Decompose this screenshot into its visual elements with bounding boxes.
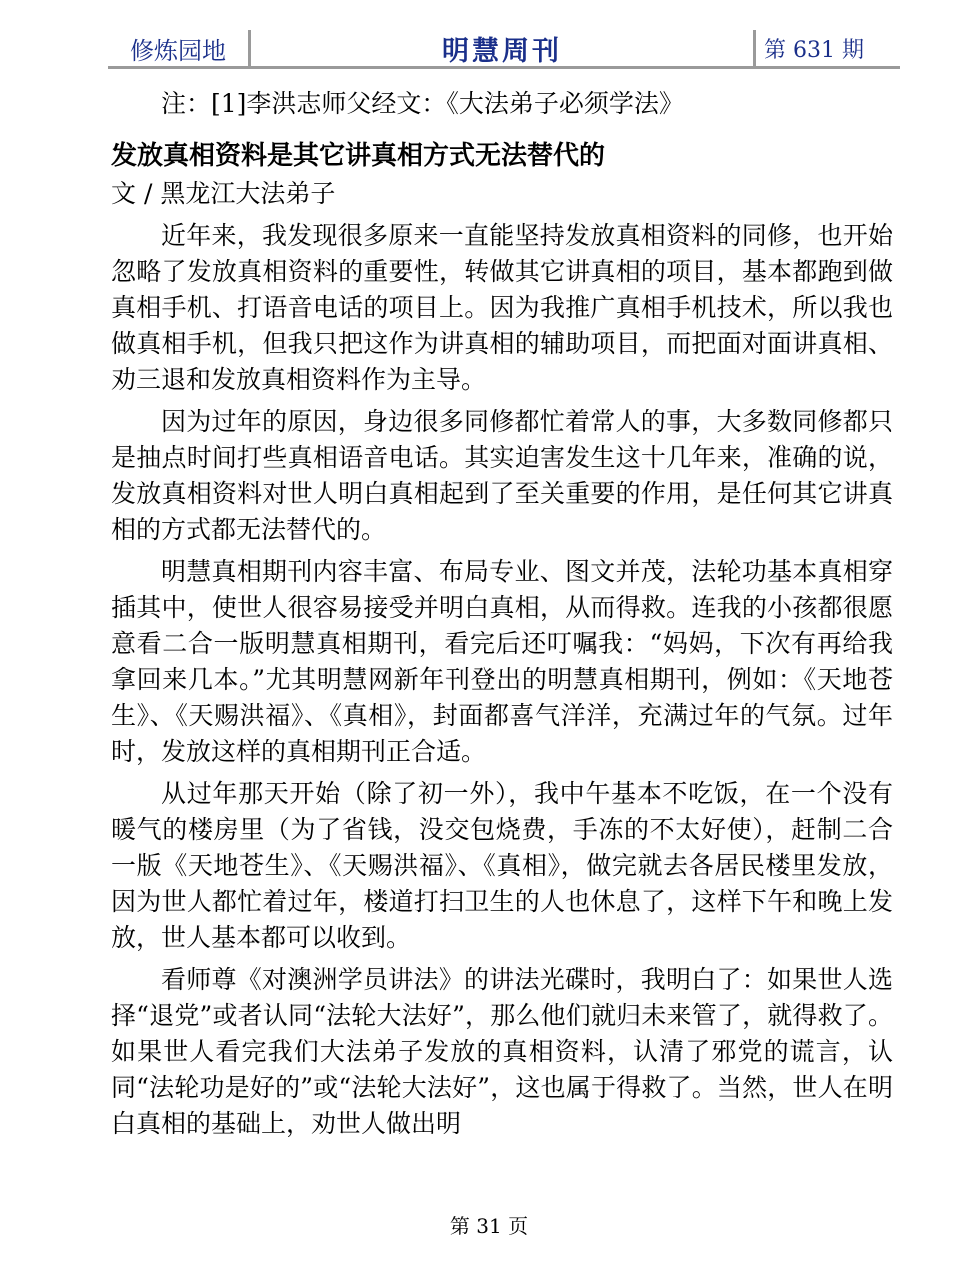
issue-number: 第 631 期 xyxy=(753,30,900,66)
paragraph-1: 近年来，我发现很多原来一直能坚持发放真相资料的同修，也开始忽略了发放真相资料的重要性，转做其它讲真相的项目，基本都跑到做真相手机、打语音电话的项目上。因为我推广真相手机技术，所以我也做真相手机，但我只把这作为讲真相的辅助项目，而把面对面讲真相、劝三退和发放真相资料作为主导。 xyxy=(111,221,893,394)
page-content xyxy=(111,84,893,1142)
article-author: 文 / 黑龙江大法弟子 xyxy=(111,179,336,208)
section-name: 修炼园地 xyxy=(108,30,251,66)
paragraph-3: 明慧真相期刊内容丰富、布局专业、图文并茂，法轮功基本真相穿插其中，使世人很容易接受并明白真相，从而得救。连我的小孩都很愿意看二合一版明慧真相期刊，看完后还叮嘱我：“妈妈，下次有再给我拿回来几本。”尤其明慧网新年刊登出的明慧真相期刊，例如：《天地苍生》、《天赐洪福》、《真相》，封面都喜气洋洋，充满过年的气氛。过年时，发放这样的真相期刊正合适。 xyxy=(111,557,893,766)
header-divider xyxy=(108,66,900,69)
paragraph-2: 因为过年的原因，身边很多同修都忙着常人的事，大多数同修都只是抽点时间打些真相语音电话。其实迫害发生这十几年来，准确的说，发放真相资料对世人明白真相起到了至关重要的作用，是任何其它讲真相的方式都无法替代的。 xyxy=(111,407,893,544)
paragraph-5: 看师尊《对澳洲学员讲法》的讲法光碟时，我明白了：如果世人选择“退党”或者认同“法轮大法好”，那么他们就归未来管了，就得救了。如果世人看完我们大法弟子发放的真相资料，认清了邪党的谎言，认同“法轮功是好的”或“法轮大法好”，这也属于得救了。当然，世人在明白真相的基础上，劝世人做出明 xyxy=(111,965,893,1138)
paragraph-4: 从过年那天开始（除了初一外），我中午基本不吃饭，在一个没有暖气的楼房里（为了省钱，没交包烧费，手冻的不太好使），赶制二合一版《天地苍生》、《天赐洪福》、《真相》，做完就去各居民楼里发放，因为世人都忙着过年，楼道打扫卫生的人也休息了，这样下午和晚上发放，世人基本都可以收到。 xyxy=(111,779,893,952)
publication-title: 明慧周刊 xyxy=(442,35,562,67)
article-title: 发放真相资料是其它讲真相方式无法替代的 xyxy=(111,141,606,171)
footnote: 注：[1]李洪志师父经文：《大法弟子必须学法》 xyxy=(161,89,684,118)
page-header xyxy=(108,26,900,66)
page-number: 第 31 页 xyxy=(449,1214,529,1238)
